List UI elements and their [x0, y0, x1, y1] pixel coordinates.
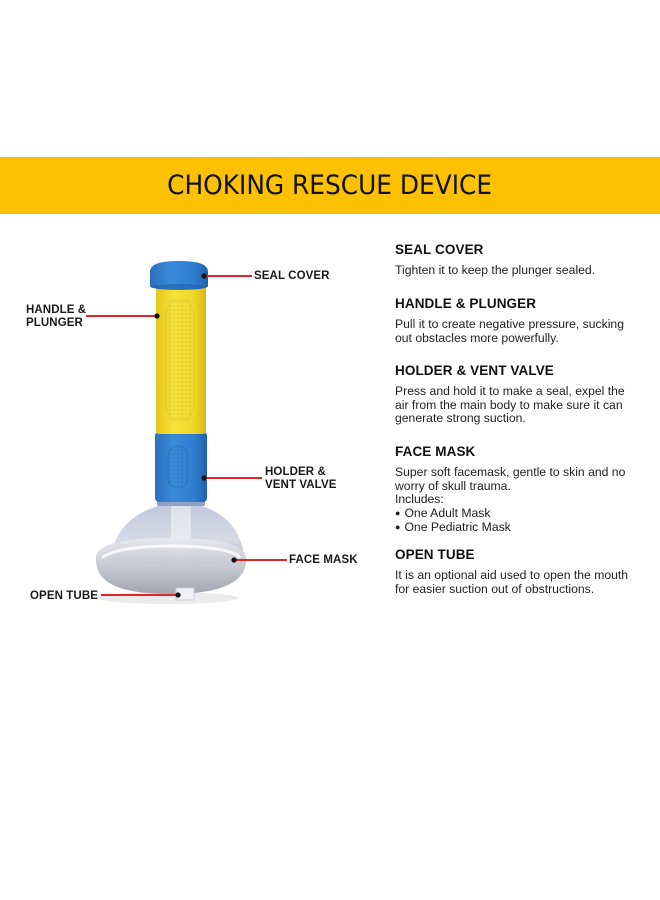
holder-part [155, 432, 207, 502]
description-line: for easier suction out of obstructions. [395, 581, 595, 596]
bullet-item: ● One Pediatric Mask [395, 521, 650, 536]
section-seal-cover [395, 242, 650, 278]
section-description [395, 466, 650, 536]
section-title: FACE MASK [395, 444, 476, 459]
callout-face-mask: FACE MASK [289, 554, 358, 566]
seal-cover-part [150, 261, 208, 290]
section-title: HANDLE & PLUNGER [395, 296, 537, 311]
section-face-mask [395, 444, 650, 536]
description-line: Includes: [395, 492, 444, 506]
description-line: Press and hold it to make a seal, expel the [395, 384, 625, 398]
section-description [395, 569, 650, 596]
section-holder-vent-valve [395, 363, 650, 426]
callout-handle-line2: PLUNGER [26, 317, 83, 329]
section-title: HOLDER & VENT VALVE [395, 363, 554, 378]
face-mask-part [96, 500, 246, 594]
description-line: Super soft facemask, gentle to skin and no [395, 465, 626, 479]
callout-holder-line2: VENT VALVE [265, 479, 337, 491]
description-line: generate strong suction. [395, 411, 526, 425]
callout-holder-line1: HOLDER & [265, 466, 326, 478]
description-line: air from the main body to make sure it can [395, 397, 623, 412]
section-open-tube [395, 547, 650, 596]
callout-handle-plunger [26, 304, 86, 330]
description-line: worry of skull trauma. [395, 478, 511, 493]
section-description [395, 264, 650, 278]
callout-open-tube: OPEN TUBE [30, 590, 98, 602]
bullet-item: ● One Adult Mask [395, 507, 650, 522]
page-title: CHOKING RESCUE DEVICE [167, 170, 493, 201]
description-line: out obstacles more powerfully. [395, 330, 559, 345]
handle-part [156, 286, 206, 434]
section-title: OPEN TUBE [395, 547, 475, 562]
section-handle-plunger [395, 296, 650, 345]
section-description [395, 385, 650, 426]
description-line: Tighten it to keep the plunger sealed. [395, 263, 596, 277]
callout-seal-cover: SEAL COVER [254, 270, 330, 282]
callout-holder-vent-valve [265, 466, 337, 492]
description-line: It is an optional aid used to open the mouth [395, 568, 629, 582]
callout-handle-line1: HANDLE & [26, 304, 87, 316]
section-description [395, 318, 650, 345]
description-line: Pull it to create negative pressure, sucking [395, 317, 624, 331]
section-title: SEAL COVER [395, 242, 484, 257]
